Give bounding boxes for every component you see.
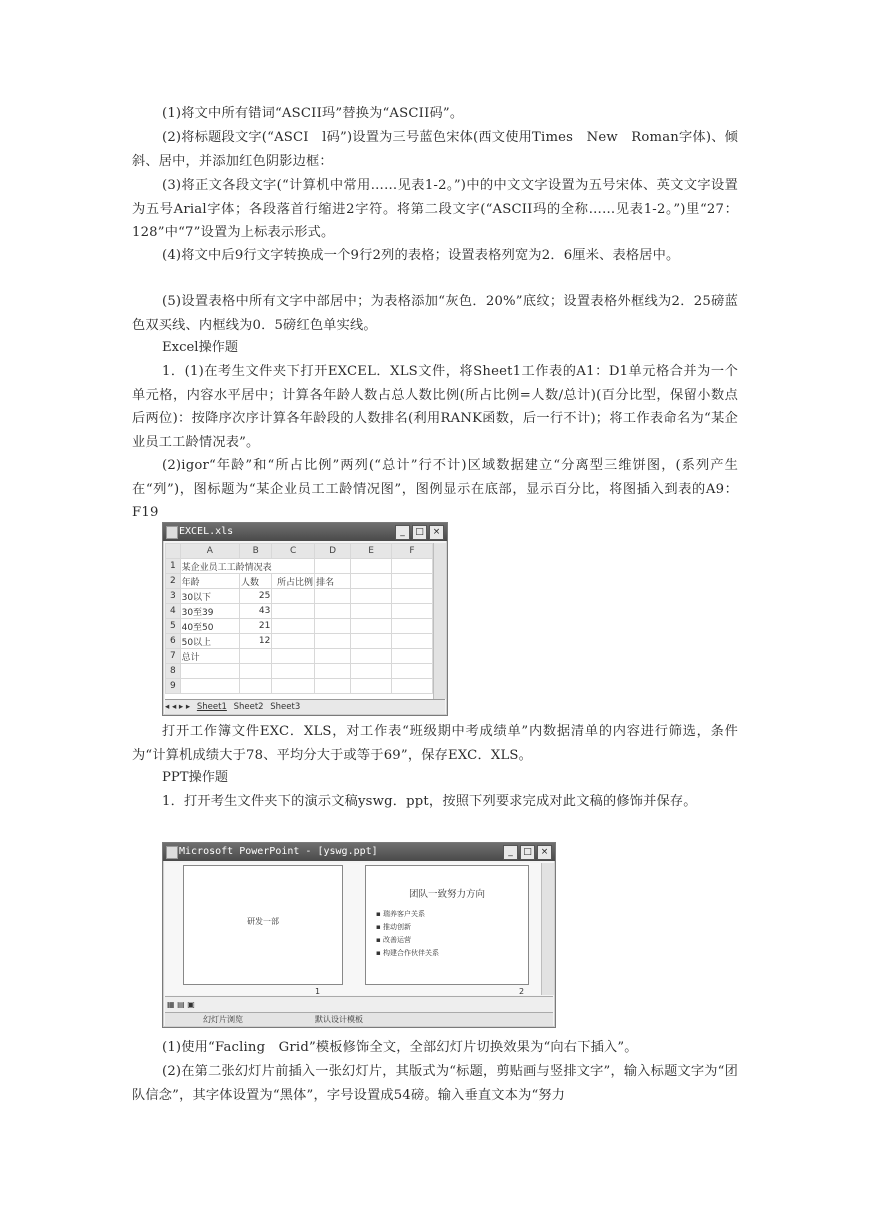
paragraph-excel-1: 1．(1)在考生文件夹下打开EXCEL．XLS文件，将Sheet1工作表的A1：D1单元格合并为一个单元格，内容水平居中；计算各年龄人数占总人数比例(所占比例=人数/总计)(百分比型，保留小数点后两位)：按降序次序计算各年龄段的人数排名(利用RANK函数，后一行不计)；将工作表命名为“某企业员工工龄情况表”。 — [132, 364, 738, 450]
ppt-window-screenshot — [162, 842, 556, 1028]
cell[interactable] — [272, 634, 315, 649]
slide2-bullet: ▪ 瑞养客户关系 — [376, 910, 425, 918]
sheet-nav-arrows[interactable]: ◂ ◂ ▸ ▸ — [165, 702, 191, 712]
outline-view-icon[interactable]: ▤ — [177, 1000, 185, 1009]
cell[interactable] — [351, 559, 392, 574]
maximize-button[interactable]: □ — [520, 845, 535, 860]
cell[interactable] — [392, 604, 433, 619]
slide2-bullet: ▪ 构建合作伙伴关系 — [376, 949, 439, 957]
cell[interactable] — [315, 619, 351, 634]
row-header[interactable]: 5 — [166, 619, 181, 634]
row-header[interactable]: 9 — [166, 679, 181, 694]
slide2-bullet: ▪ 改善运营 — [376, 936, 411, 944]
row-header[interactable]: 3 — [166, 589, 181, 604]
table-row — [166, 634, 433, 649]
cell[interactable] — [315, 589, 351, 604]
status-view-label: 幻灯片浏览 — [203, 1015, 243, 1024]
cell[interactable] — [180, 679, 239, 694]
paragraph-word-1: (1)将文中所有错词“ASCII玛”替换为“ASCII码”。 — [162, 106, 464, 121]
cell[interactable] — [351, 649, 392, 664]
status-bar — [165, 1012, 553, 1026]
cell[interactable] — [272, 604, 315, 619]
paragraph-word-4: (4)将文中后9行文字转换成一个9行2列的表格；设置表格列宽为2．6厘米、表格居中。 — [162, 248, 680, 263]
maximize-button[interactable]: □ — [412, 525, 427, 540]
excel-app-icon — [166, 526, 178, 539]
slide-number-1: 1 — [315, 987, 321, 996]
paragraph-ppt-1: (1)使用“Facling Grid”模板修饰全文，全部幻灯片切换效果为“向右下插入”。 — [162, 1040, 638, 1055]
heading-excel: Excel操作题 — [162, 340, 239, 355]
paragraph-excel-2: (2)igor“年龄”和“所占比例”两列(“总计”行不计)区域数据建立“分离型三维饼图，(系列产生在“列”)，图标题为“某企业员工工龄情况图”，图例显示在底部，显示百分比，将图插入到表的A9：F19 — [132, 458, 738, 521]
cell[interactable] — [351, 604, 392, 619]
cell[interactable]: 21 — [240, 619, 272, 634]
row-header[interactable]: 2 — [166, 574, 181, 589]
excel-window-screenshot — [162, 522, 448, 716]
cell[interactable] — [392, 619, 433, 634]
column-header[interactable]: F — [392, 544, 433, 559]
paragraph-ppt-2: (2)在第二张幻灯片前插入一张幻灯片，其版式为“标题，剪贴画与竖排文字”，输入标题文字为“团队信念”，其字体设置为“黑体”，字号设置成54磅。输入垂直文本为“努力 — [132, 1064, 738, 1103]
cell[interactable]: 排名 — [315, 574, 351, 589]
ppt-app-icon — [166, 846, 178, 859]
slide-thumbnail-2[interactable] — [365, 865, 529, 985]
row-header[interactable]: 1 — [166, 559, 181, 574]
column-header[interactable]: D — [315, 544, 351, 559]
view-buttons-bar — [165, 996, 553, 1012]
vertical-scrollbar[interactable] — [541, 863, 554, 995]
cell[interactable]: 某企业员工工龄情况表 — [180, 559, 314, 574]
cell[interactable]: 总计 — [180, 649, 239, 664]
cell[interactable] — [351, 679, 392, 694]
cell[interactable]: 30至39 — [180, 604, 239, 619]
table-row — [166, 664, 433, 679]
corner-cell — [166, 544, 181, 559]
paragraph-word-3: (3)将正文各段文字(“计算机中常用……见表1-2。”)中的中文文字设置为五号宋体、英文文字设置为五号Arial字体；各段落首行缩进2字符。将第二段文字(“ASCII玛的全称……见表1-2。”)里“27：128”中“7”设置为上标表示形式。 — [132, 178, 738, 241]
cell[interactable]: 40至50 — [180, 619, 239, 634]
cell[interactable]: 年龄 — [180, 574, 239, 589]
cell[interactable]: 50以上 — [180, 634, 239, 649]
paragraph-filter: 打开工作簿文件EXC．XLS，对工作表“班级期中考成绩单”内数据清单的内容进行筛选，条件为“计算机成绩大于78、平均分大于或等于69”，保存EXC．XLS。 — [132, 724, 738, 763]
cell[interactable]: 12 — [240, 634, 272, 649]
slide-sorter-view-icon[interactable]: ▣ — [187, 1000, 195, 1009]
cell[interactable] — [272, 664, 315, 679]
cell[interactable] — [392, 634, 433, 649]
slide2-bullet-list — [376, 908, 439, 960]
paragraph-ppt-intro: 1．打开考生文件夹下的演示文稿yswg．ppt，按照下列要求完成对此文稿的修饰并保存。 — [162, 794, 697, 809]
cell[interactable] — [351, 574, 392, 589]
paragraph-word-2: (2)将标题段文字(“ASCI l码”)设置为三号蓝色宋体(西文使用Times New Roman字体)、倾斜、居中，并添加红色阴影边框： — [132, 130, 738, 169]
slide2-bullet: ▪ 推动创新 — [376, 923, 411, 931]
cell[interactable] — [315, 634, 351, 649]
cell[interactable] — [240, 664, 272, 679]
cell[interactable] — [315, 679, 351, 694]
normal-view-icon[interactable]: ▦ — [167, 1000, 175, 1009]
table-row — [166, 604, 433, 619]
ppt-window-title: Microsoft PowerPoint - [yswg.ppt] — [179, 846, 378, 857]
slide1-text: 研发一部 — [247, 917, 279, 926]
row-header[interactable]: 7 — [166, 649, 181, 664]
cell[interactable] — [272, 649, 315, 664]
sheet-tab-sheet1[interactable]: Sheet1 — [196, 702, 227, 712]
cell[interactable] — [392, 649, 433, 664]
cell[interactable] — [240, 649, 272, 664]
table-row — [166, 589, 433, 604]
cell[interactable] — [315, 559, 351, 574]
row-header[interactable]: 6 — [166, 634, 181, 649]
cell[interactable]: 30以下 — [180, 589, 239, 604]
excel-window-title: EXCEL.xls — [179, 526, 234, 537]
table-row — [166, 574, 433, 589]
column-header[interactable]: E — [351, 544, 392, 559]
cell[interactable] — [351, 589, 392, 604]
cell[interactable] — [392, 664, 433, 679]
column-header[interactable]: C — [272, 544, 315, 559]
excel-grid — [165, 543, 433, 699]
cell[interactable] — [180, 664, 239, 679]
ppt-titlebar — [163, 843, 555, 861]
cell[interactable] — [272, 679, 315, 694]
cell[interactable] — [392, 679, 433, 694]
table-row — [166, 649, 433, 664]
column-header[interactable]: B — [240, 544, 272, 559]
cell[interactable] — [392, 589, 433, 604]
cell[interactable]: 25 — [240, 589, 272, 604]
slide-thumbnail-1[interactable] — [183, 865, 343, 985]
cell[interactable] — [315, 649, 351, 664]
vertical-scrollbar[interactable] — [433, 543, 446, 699]
sheet-tab-sheet3[interactable]: Sheet3 — [270, 702, 301, 712]
cell[interactable] — [351, 634, 392, 649]
cell[interactable]: 43 — [240, 604, 272, 619]
sheet-tab-sheet2[interactable]: Sheet2 — [233, 702, 264, 712]
minimize-button[interactable]: _ — [503, 845, 518, 860]
slide2-title: 团队一致努力方向 — [408, 889, 485, 900]
paragraph-word-5: (5)设置表格中所有文字中部居中；为表格添加“灰色．20%”底纹；设置表格外框线为2．25磅蓝色双买线、内框线为0．5磅红色单实线。 — [132, 294, 738, 333]
cell[interactable]: 所占比例 — [272, 574, 315, 589]
table-row — [166, 619, 433, 634]
close-button[interactable]: × — [429, 525, 444, 540]
cell[interactable] — [315, 604, 351, 619]
minimize-button[interactable]: _ — [395, 525, 410, 540]
cell[interactable] — [272, 619, 315, 634]
cell[interactable] — [315, 664, 351, 679]
cell[interactable] — [351, 619, 392, 634]
row-header[interactable]: 4 — [166, 604, 181, 619]
excel-titlebar — [163, 523, 447, 541]
row-header[interactable]: 8 — [166, 664, 181, 679]
heading-ppt: PPT操作题 — [162, 770, 229, 785]
slide-sorter-area — [165, 863, 541, 995]
cell[interactable] — [240, 679, 272, 694]
cell[interactable]: 人数 — [240, 574, 272, 589]
sheet-tab-bar — [165, 699, 445, 714]
close-button[interactable]: × — [537, 845, 552, 860]
cell[interactable] — [392, 574, 433, 589]
excel-table — [165, 543, 433, 694]
table-row — [166, 679, 433, 694]
cell[interactable] — [392, 559, 433, 574]
table-row — [166, 559, 433, 574]
cell[interactable] — [272, 589, 315, 604]
slide-number-2: 2 — [519, 987, 525, 996]
status-template-label: 默认设计模板 — [315, 1015, 363, 1024]
column-header[interactable]: A — [180, 544, 239, 559]
cell[interactable] — [351, 664, 392, 679]
